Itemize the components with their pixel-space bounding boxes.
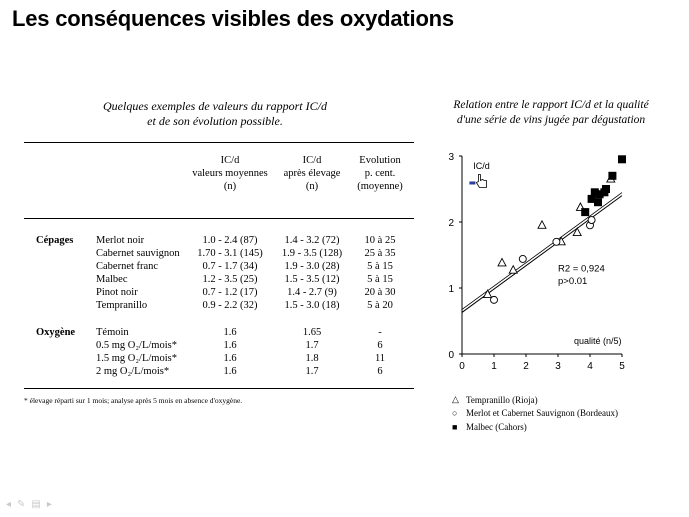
- table-row-label: Pinot noir: [96, 287, 138, 298]
- confidence-line: [462, 193, 622, 310]
- table-cell-ic-mean: 0.7 - 1.2 (17): [202, 287, 258, 298]
- r2-annotation: R2 = 0,924: [558, 263, 605, 275]
- x-tick-label: 2: [523, 361, 529, 372]
- y-tick-label: 0: [448, 350, 454, 361]
- table-caption-line2: et de son évolution possible.: [147, 114, 283, 128]
- table-header-col3: Evolution: [359, 155, 401, 166]
- legend-marker: △: [452, 394, 459, 404]
- tempranillo-point: [509, 266, 517, 274]
- cahors-point: [608, 172, 616, 180]
- table-cell-ic-after: 1.7: [305, 340, 319, 351]
- cahors-point: [581, 208, 589, 216]
- chart-caption: [420, 98, 682, 128]
- table-cell-ic-mean: 0.7 - 1.7 (34): [202, 261, 258, 272]
- table-cell-evolution: 10 à 25: [364, 235, 396, 246]
- y-axis-label: IC/d: [473, 161, 490, 172]
- bordeaux-point: [519, 255, 526, 262]
- table-cell-evolution: -: [378, 327, 382, 338]
- y-tick-label: 2: [448, 218, 454, 229]
- legend-item: [452, 422, 527, 432]
- table-footnote: * élevage réparti sur 1 mois; analyse après 5 mois en absence d'oxygène.: [24, 396, 243, 405]
- table-header-col3: p. cent.: [364, 168, 396, 179]
- table-row-label: Cabernet franc: [96, 261, 159, 272]
- table-cell-ic-mean: 1.2 - 3.5 (25): [202, 274, 258, 285]
- table-row-label: Malbec: [96, 274, 128, 285]
- table-row-label: Tempranillo: [96, 300, 148, 311]
- slide-toolbar: [6, 499, 52, 510]
- tempranillo-point: [573, 228, 581, 236]
- table-caption-line1: Quelques exemples de valeurs du rapport IC/d: [103, 99, 327, 113]
- table-header-col2: IC/d: [302, 155, 322, 166]
- table-cell-ic-mean: 1.6: [223, 327, 237, 338]
- table-bottom-rule: [24, 388, 414, 389]
- x-tick-label: 1: [491, 361, 497, 372]
- table-cell-ic-after: 1.8: [305, 353, 319, 364]
- table-row-label: Témoin: [96, 327, 129, 338]
- table-cell-evolution: 5 à 20: [367, 300, 393, 311]
- pen-icon[interactable]: ✎: [17, 499, 26, 510]
- table-cell-evolution: 25 à 35: [364, 248, 396, 259]
- cursor-hand-icon: [476, 174, 486, 187]
- table-cell-ic-after: 1.5 - 3.0 (18): [284, 300, 340, 311]
- table-caption: [60, 99, 370, 129]
- table-header-col3: (moyenne): [357, 181, 403, 192]
- x-tick-label: 4: [587, 361, 593, 372]
- table-row-label: 0.5 mg O₂/L/mois*: [96, 340, 177, 351]
- table-cell-ic-mean: 1.6: [223, 366, 237, 377]
- table-header-col1: IC/d: [220, 155, 240, 166]
- table-group-label: Cépages: [36, 235, 74, 246]
- table-cell-ic-mean: 1.0 - 2.4 (87): [202, 235, 258, 246]
- y-tick-label: 3: [448, 152, 454, 163]
- table-group-label: Oxygène: [36, 327, 76, 338]
- prev-slide-icon[interactable]: ◂: [6, 499, 12, 510]
- table-cell-ic-after: 1.4 - 2.7 (9): [287, 287, 337, 298]
- legend-item: [452, 408, 618, 418]
- table-header-col1: (n): [223, 181, 237, 192]
- cursor-shadow: [469, 181, 475, 184]
- table-cell-ic-after: 1.4 - 3.2 (72): [284, 235, 340, 246]
- table-cell-evolution: 20 à 30: [364, 287, 396, 298]
- chart-caption-line2: d'une série de vins jugée par dégustation: [456, 114, 646, 126]
- table-cell-evolution: 5 à 15: [367, 261, 393, 272]
- table-row-label: Merlot noir: [96, 235, 145, 246]
- x-axis-label: qualité (n/5): [574, 336, 622, 347]
- legend-marker: ○: [452, 408, 458, 418]
- legend-marker: ■: [452, 422, 458, 432]
- table-header-rule: [24, 218, 414, 219]
- x-tick-label: 0: [459, 361, 465, 372]
- chart-caption-line1: Relation entre le rapport IC/d et la qualité: [453, 99, 649, 111]
- x-tick-label: 5: [619, 361, 625, 372]
- table-top-rule: [24, 142, 414, 143]
- legend-label: Malbec (Cahors): [466, 422, 527, 432]
- next-slide-icon[interactable]: ▸: [46, 499, 52, 510]
- table-cell-evolution: 5 à 15: [367, 274, 393, 285]
- table-row-label: 1.5 mg O₂/L/mois*: [96, 353, 177, 364]
- cahors-point: [594, 198, 602, 206]
- cursor-hand-shape: [476, 174, 486, 187]
- table-cell-evolution: 6: [377, 366, 383, 377]
- table-cell-evolution: 6: [377, 340, 383, 351]
- table-row-label: Cabernet sauvignon: [96, 248, 180, 259]
- cahors-point: [602, 185, 610, 193]
- cahors-point: [618, 155, 626, 163]
- table-cell-ic-mean: 1.6: [223, 340, 237, 351]
- bordeaux-point: [553, 238, 560, 245]
- table-cell-ic-mean: 1.70 - 3.1 (145): [197, 248, 263, 259]
- table-header-col2: (n): [305, 181, 319, 192]
- y-tick-label: 1: [448, 284, 454, 295]
- table-cell-evolution: 11: [374, 353, 386, 364]
- table-cell-ic-mean: 1.6: [223, 353, 237, 364]
- table-header-col1: valeurs moyennes: [192, 168, 268, 179]
- x-tick-label: 3: [555, 361, 561, 372]
- tempranillo-point: [538, 221, 546, 229]
- bordeaux-point: [588, 217, 595, 224]
- bordeaux-point: [491, 296, 498, 303]
- table-header-col2: après élevage: [283, 168, 341, 179]
- table-cell-ic-mean: 0.9 - 2.2 (32): [202, 300, 258, 311]
- tempranillo-point: [498, 258, 506, 266]
- table-cell-ic-after: 1.9 - 3.0 (28): [284, 261, 340, 272]
- legend-item: [452, 394, 538, 405]
- legend-label: Tempranillo (Rioja): [466, 394, 538, 405]
- table-cell-ic-after: 1.9 - 3.5 (128): [281, 248, 343, 259]
- legend-label: Merlot et Cabernet Sauvignon (Bordeaux): [466, 408, 618, 418]
- scatter-chart: [415, 140, 640, 380]
- table-cell-ic-after: 1.7: [305, 366, 319, 377]
- table-cell-ic-after: 1.5 - 3.5 (12): [284, 274, 340, 285]
- table-cell-ic-after: 1.65: [302, 327, 322, 338]
- p-value-annotation: p>0.01: [558, 276, 588, 288]
- slide-title: Les conséquences visibles des oxydations: [12, 6, 454, 31]
- table-row-label: 2 mg O₂/L/mois*: [96, 366, 170, 377]
- menu-icon[interactable]: ▤: [31, 499, 41, 510]
